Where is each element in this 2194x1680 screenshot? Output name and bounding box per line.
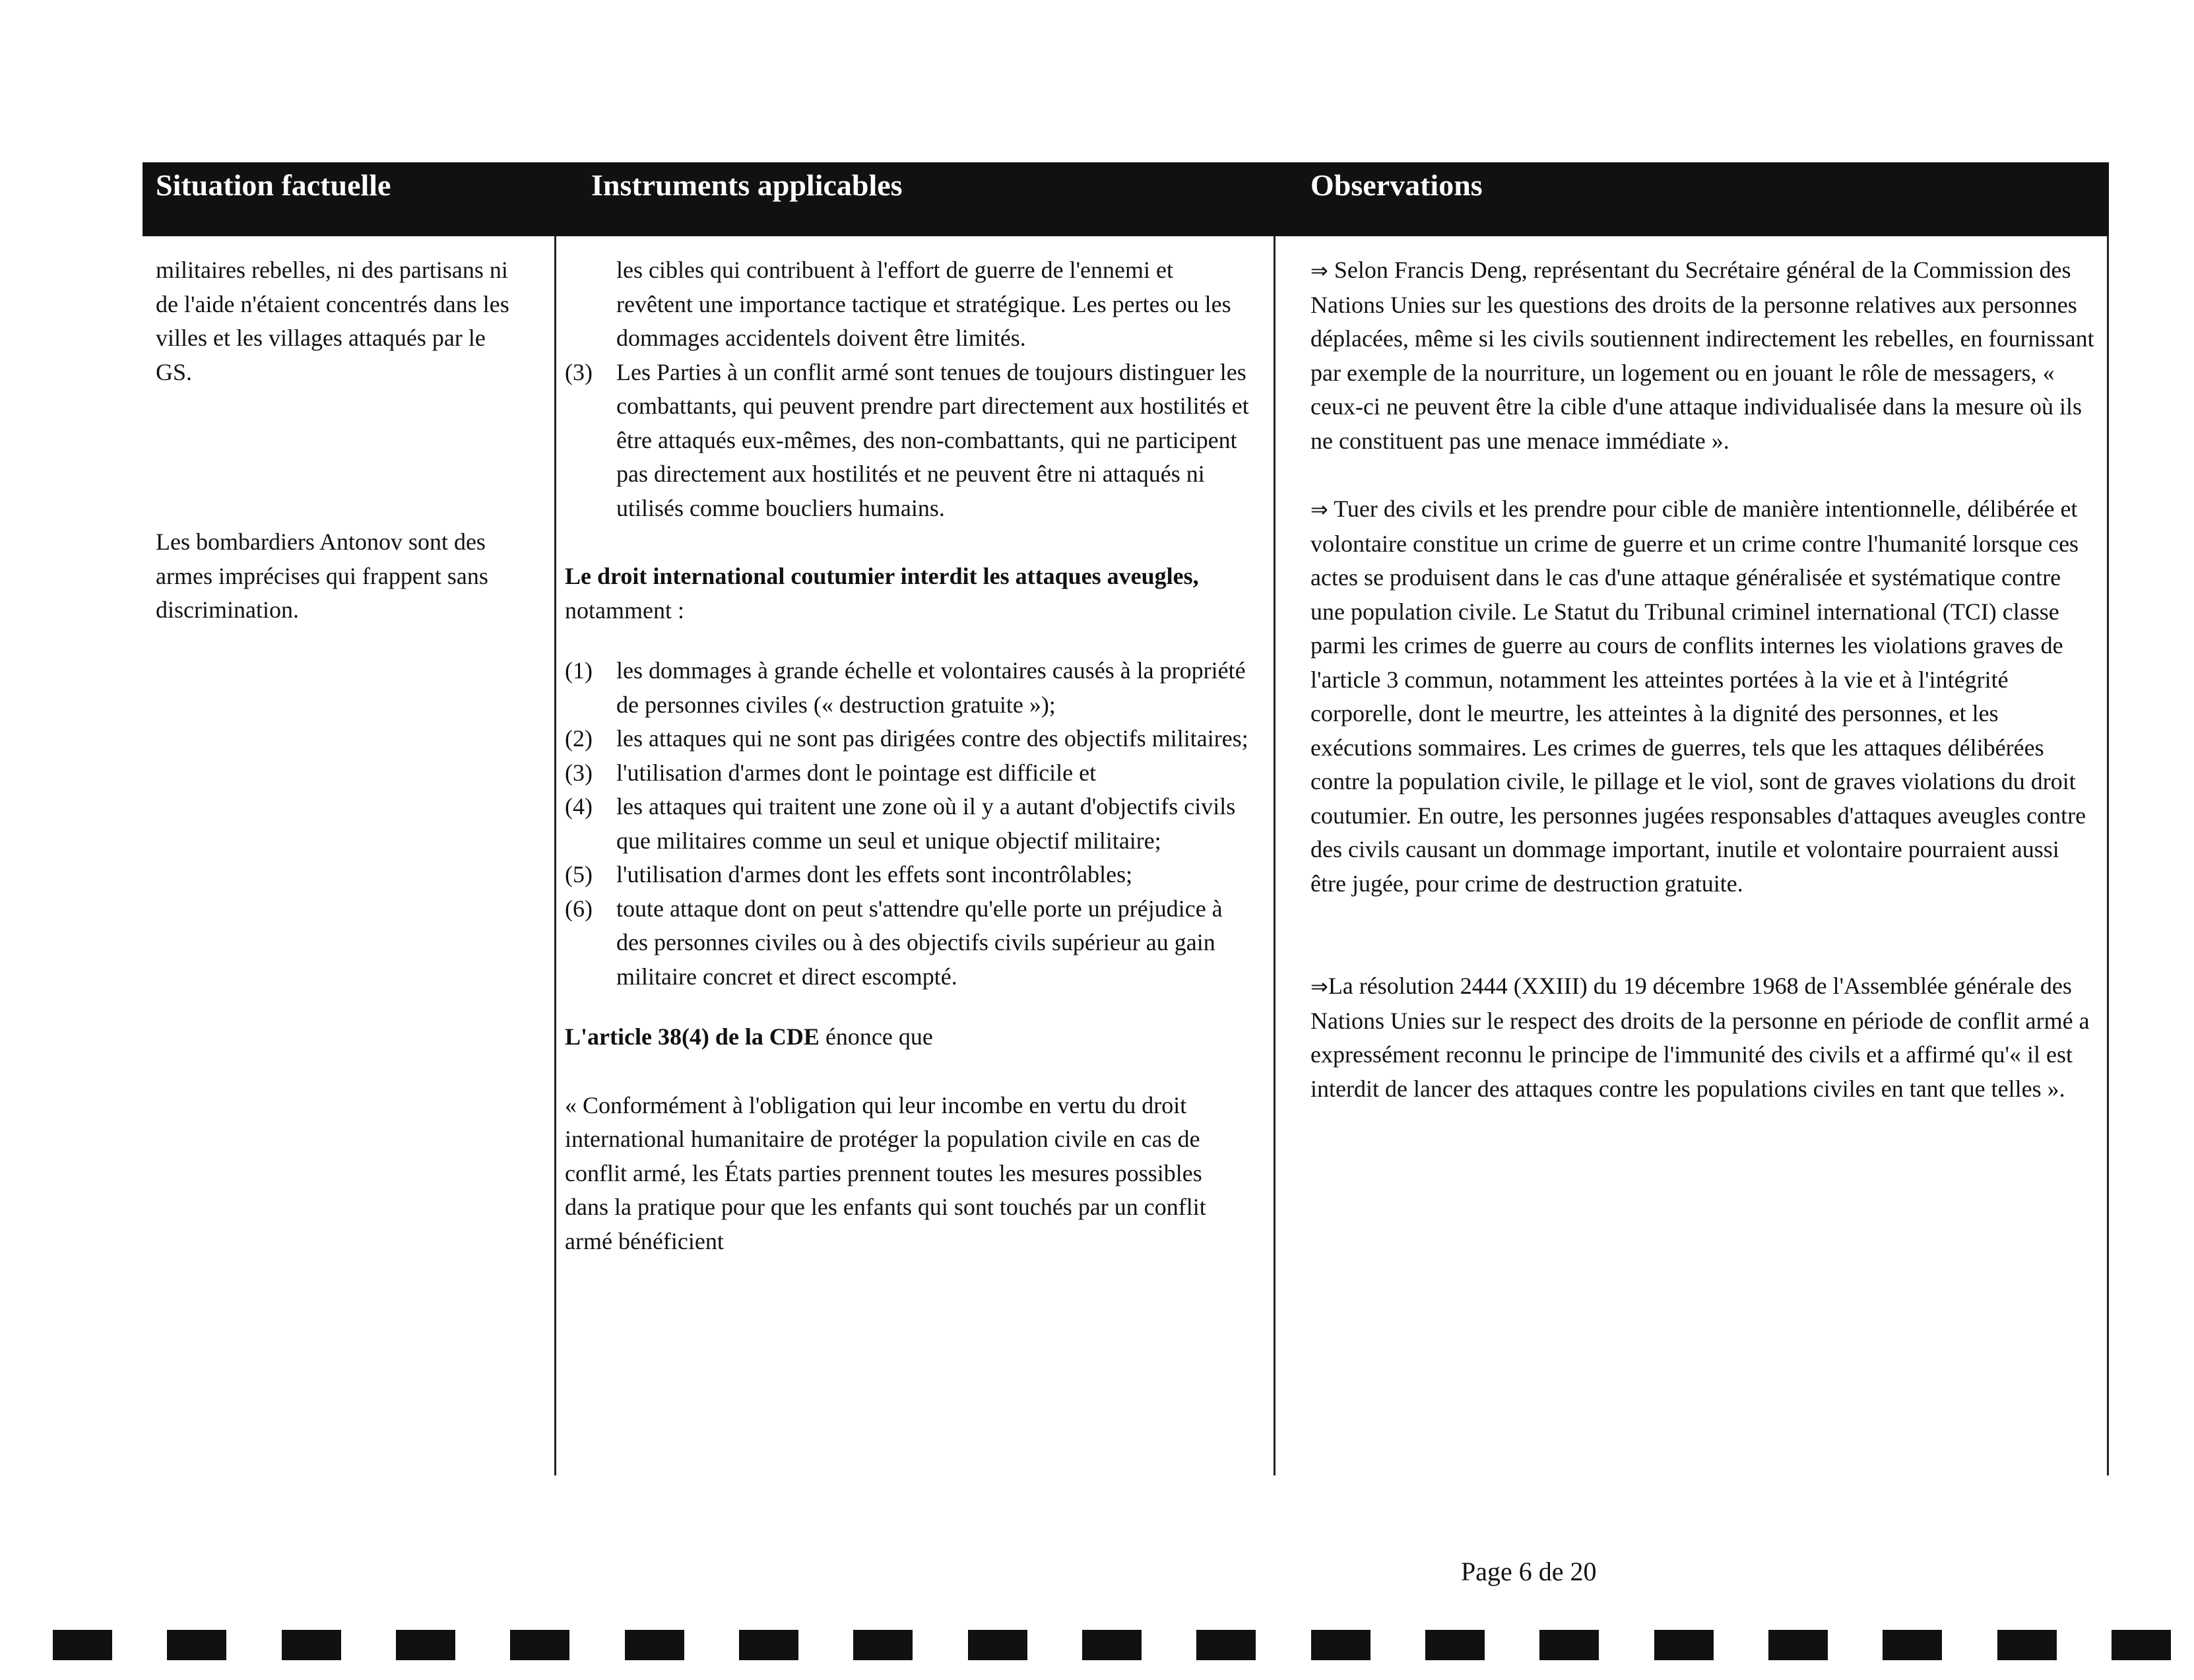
column-observations (1310, 253, 2096, 1106)
customary-law-heading (565, 560, 1251, 628)
right-arrow-icon: ⇒ (1310, 974, 1328, 999)
list-item-number: (1) (565, 657, 593, 684)
dash-mark (1883, 1630, 1942, 1660)
cde-article-bold: L'article 38(4) de la CDE (565, 1023, 820, 1050)
list-item-number: (4) (565, 793, 593, 820)
observation-deng (1310, 253, 2096, 458)
list-item-number: (6) (565, 895, 593, 922)
customary-law-heading-bold: Le droit international coutumier interdit les attaques aveugles, (565, 563, 1199, 589)
right-arrow-icon: ⇒ (1310, 497, 1328, 522)
right-arrow-icon: ⇒ (1310, 258, 1328, 283)
situation-paragraph-1: militaires rebelles, ni des partisans ni de l'aide n'étaient concentrés dans les villes et les villages attaqués par le GS. (156, 257, 509, 385)
dash-mark (53, 1630, 112, 1660)
dash-mark (853, 1630, 913, 1660)
dash-mark (396, 1630, 455, 1660)
column-divider-2 (1274, 236, 1275, 1475)
instrument-intro-paragraph: les cibles qui contribuent à l'effort de guerre de l'ennemi et revêtent une importance tactique et stratégique. Les pertes ou les dommages accidentels doivent être limités. (616, 257, 1231, 351)
dash-mark (625, 1630, 684, 1660)
dash-mark (167, 1630, 226, 1660)
list-item (565, 756, 1251, 791)
indiscriminate-attacks-list (565, 654, 1251, 994)
dash-mark (1654, 1630, 1714, 1660)
header-observations: Observations (1310, 168, 1483, 202)
dash-mark (1539, 1630, 1599, 1660)
column-divider-3 (2107, 236, 2109, 1475)
page-number: Page 6 de 20 (1461, 1557, 1597, 1586)
bottom-dash-border (53, 1630, 2171, 1663)
list-item-number: (3) (565, 358, 593, 385)
column-instruments-applicables (565, 253, 1251, 1258)
observation-war-crimes-text: Tuer des civils et les prendre pour cible de manière intentionnelle, délibérée et volontaire constitue un crime de guerre et un crime contre l'humanité lorsque ces actes se produisent dans le cas d'une attaque généralisée et systématique contre une population civile. Le Statut du Tribunal criminel international (TCI) classe parmi les crimes de guerre au cours de conflits internes les violations graves de l'article 3 commun, notamment les atteintes portées à la vie et à l'intégrité corporelle, dont le meurtre, les atteintes à la dignité des personnes, et les exécutions sommaires. Les crimes de guerres, tels que les attaques délibérées contre la population civile, le pillage et le viol, sont de graves violations du droit coutumier. En outre, les personnes jugées responsables d'attaques aveugles contre des civils causant un dommage important, inutile et volontaire pourraient aussi être jugée, pour crime de destruction gratuite. (1310, 496, 2086, 897)
dash-mark (2112, 1630, 2171, 1660)
column-situation-factuelle (156, 253, 512, 628)
observation-resolution-text: La résolution 2444 (XXIII) du 19 décembre 1968 de l'Assemblée générale des Nations Unies sur le respect des droits de la personne en période de conflit armé a expressément reconnu le principe de l'immunité des civils et a affirmé qu'« il est interdit de lancer des attaques contre les populations civiles en tant que telles ». (1310, 973, 2090, 1102)
list-item-number: (3) (565, 759, 593, 786)
dash-mark (1425, 1630, 1485, 1660)
observation-war-crimes (1310, 492, 2096, 901)
list-item-text: toute attaque dont on peut s'attendre qu'elle porte un préjudice à des personnes civiles ou à des objectifs civils supérieur au gain militaire concret et direct escompté. (616, 895, 1223, 990)
list-item-text: Les Parties à un conflit armé sont tenues de toujours distinguer les combattants, qui peuvent prendre part directement aux hostilités et être attaqués eux-mêmes, des non-combattants, qui ne participent pas directement aux hostilités et ne peuvent être ni attaqués ni utilisés comme boucliers humains. (616, 358, 1249, 521)
cde-article-heading (565, 1020, 1251, 1054)
dash-mark (739, 1630, 798, 1660)
list-item-text: les attaques qui traitent une zone où il y a autant d'objectifs civils que militaires comme un seul et unique objectif militaire; (616, 793, 1236, 854)
list-item-number: (2) (565, 725, 593, 752)
observations-table (143, 162, 2109, 1475)
dash-mark (1196, 1630, 1256, 1660)
list-item (565, 892, 1251, 994)
dash-mark (282, 1630, 341, 1660)
dash-mark (1311, 1630, 1371, 1660)
observation-resolution-2444 (1310, 969, 2096, 1106)
dash-mark (1997, 1630, 2057, 1660)
list-item-text: les dommages à grande échelle et volontaires causés à la propriété de personnes civiles (« destruction gratuite »); (616, 657, 1246, 718)
dash-mark (968, 1630, 1027, 1660)
list-item-number: (5) (565, 861, 593, 888)
list-item (565, 654, 1251, 722)
list-item (565, 790, 1251, 858)
cde-article-quote: « Conformément à l'obligation qui leur incombe en vertu du droit international humanitaire de protéger la population civile en cas de conflit armé, les États parties prennent toutes les mesures possibles dans la pratique pour que les enfants qui sont touchés par un conflit armé bénéficient (565, 1091, 1206, 1254)
list-item-text: l'utilisation d'armes dont les effets sont incontrôlables; (616, 861, 1133, 888)
dash-mark (1082, 1630, 1142, 1660)
dash-mark (1768, 1630, 1828, 1660)
list-item-text: les attaques qui ne sont pas dirigées contre des objectifs militaires; (616, 725, 1248, 752)
situation-paragraph-2: Les bombardiers Antonov sont des armes imprécises qui frappent sans discrimination. (156, 529, 488, 623)
header-instruments-applicables: Instruments applicables (591, 168, 903, 202)
list-item (565, 858, 1251, 892)
cde-article-rest: énonce que (819, 1023, 933, 1050)
list-item (565, 722, 1251, 756)
column-divider-1 (554, 236, 556, 1475)
dash-mark (510, 1630, 569, 1660)
customary-law-heading-rest: notamment : (565, 597, 684, 624)
table-header (143, 162, 2109, 236)
header-situation-factuelle: Situation factuelle (156, 168, 391, 202)
instrument-principles-list (565, 356, 1251, 526)
list-item-text: l'utilisation d'armes dont le pointage est difficile et (616, 759, 1097, 786)
list-item (565, 356, 1251, 526)
observation-deng-text: Selon Francis Deng, représentant du Secrétaire général de la Commission des Nations Unies sur les questions des droits de la personne relatives aux personnes déplacées, même si les civils soutiennent indirectement les rebelles, en fournissant par exemple de la nourriture, un logement ou en jouant le rôle de messagers, « ceux-ci ne peuvent être la cible d'une attaque individualisée dans la mesure où ils ne constituent pas une menace immédiate ». (1310, 257, 2094, 454)
